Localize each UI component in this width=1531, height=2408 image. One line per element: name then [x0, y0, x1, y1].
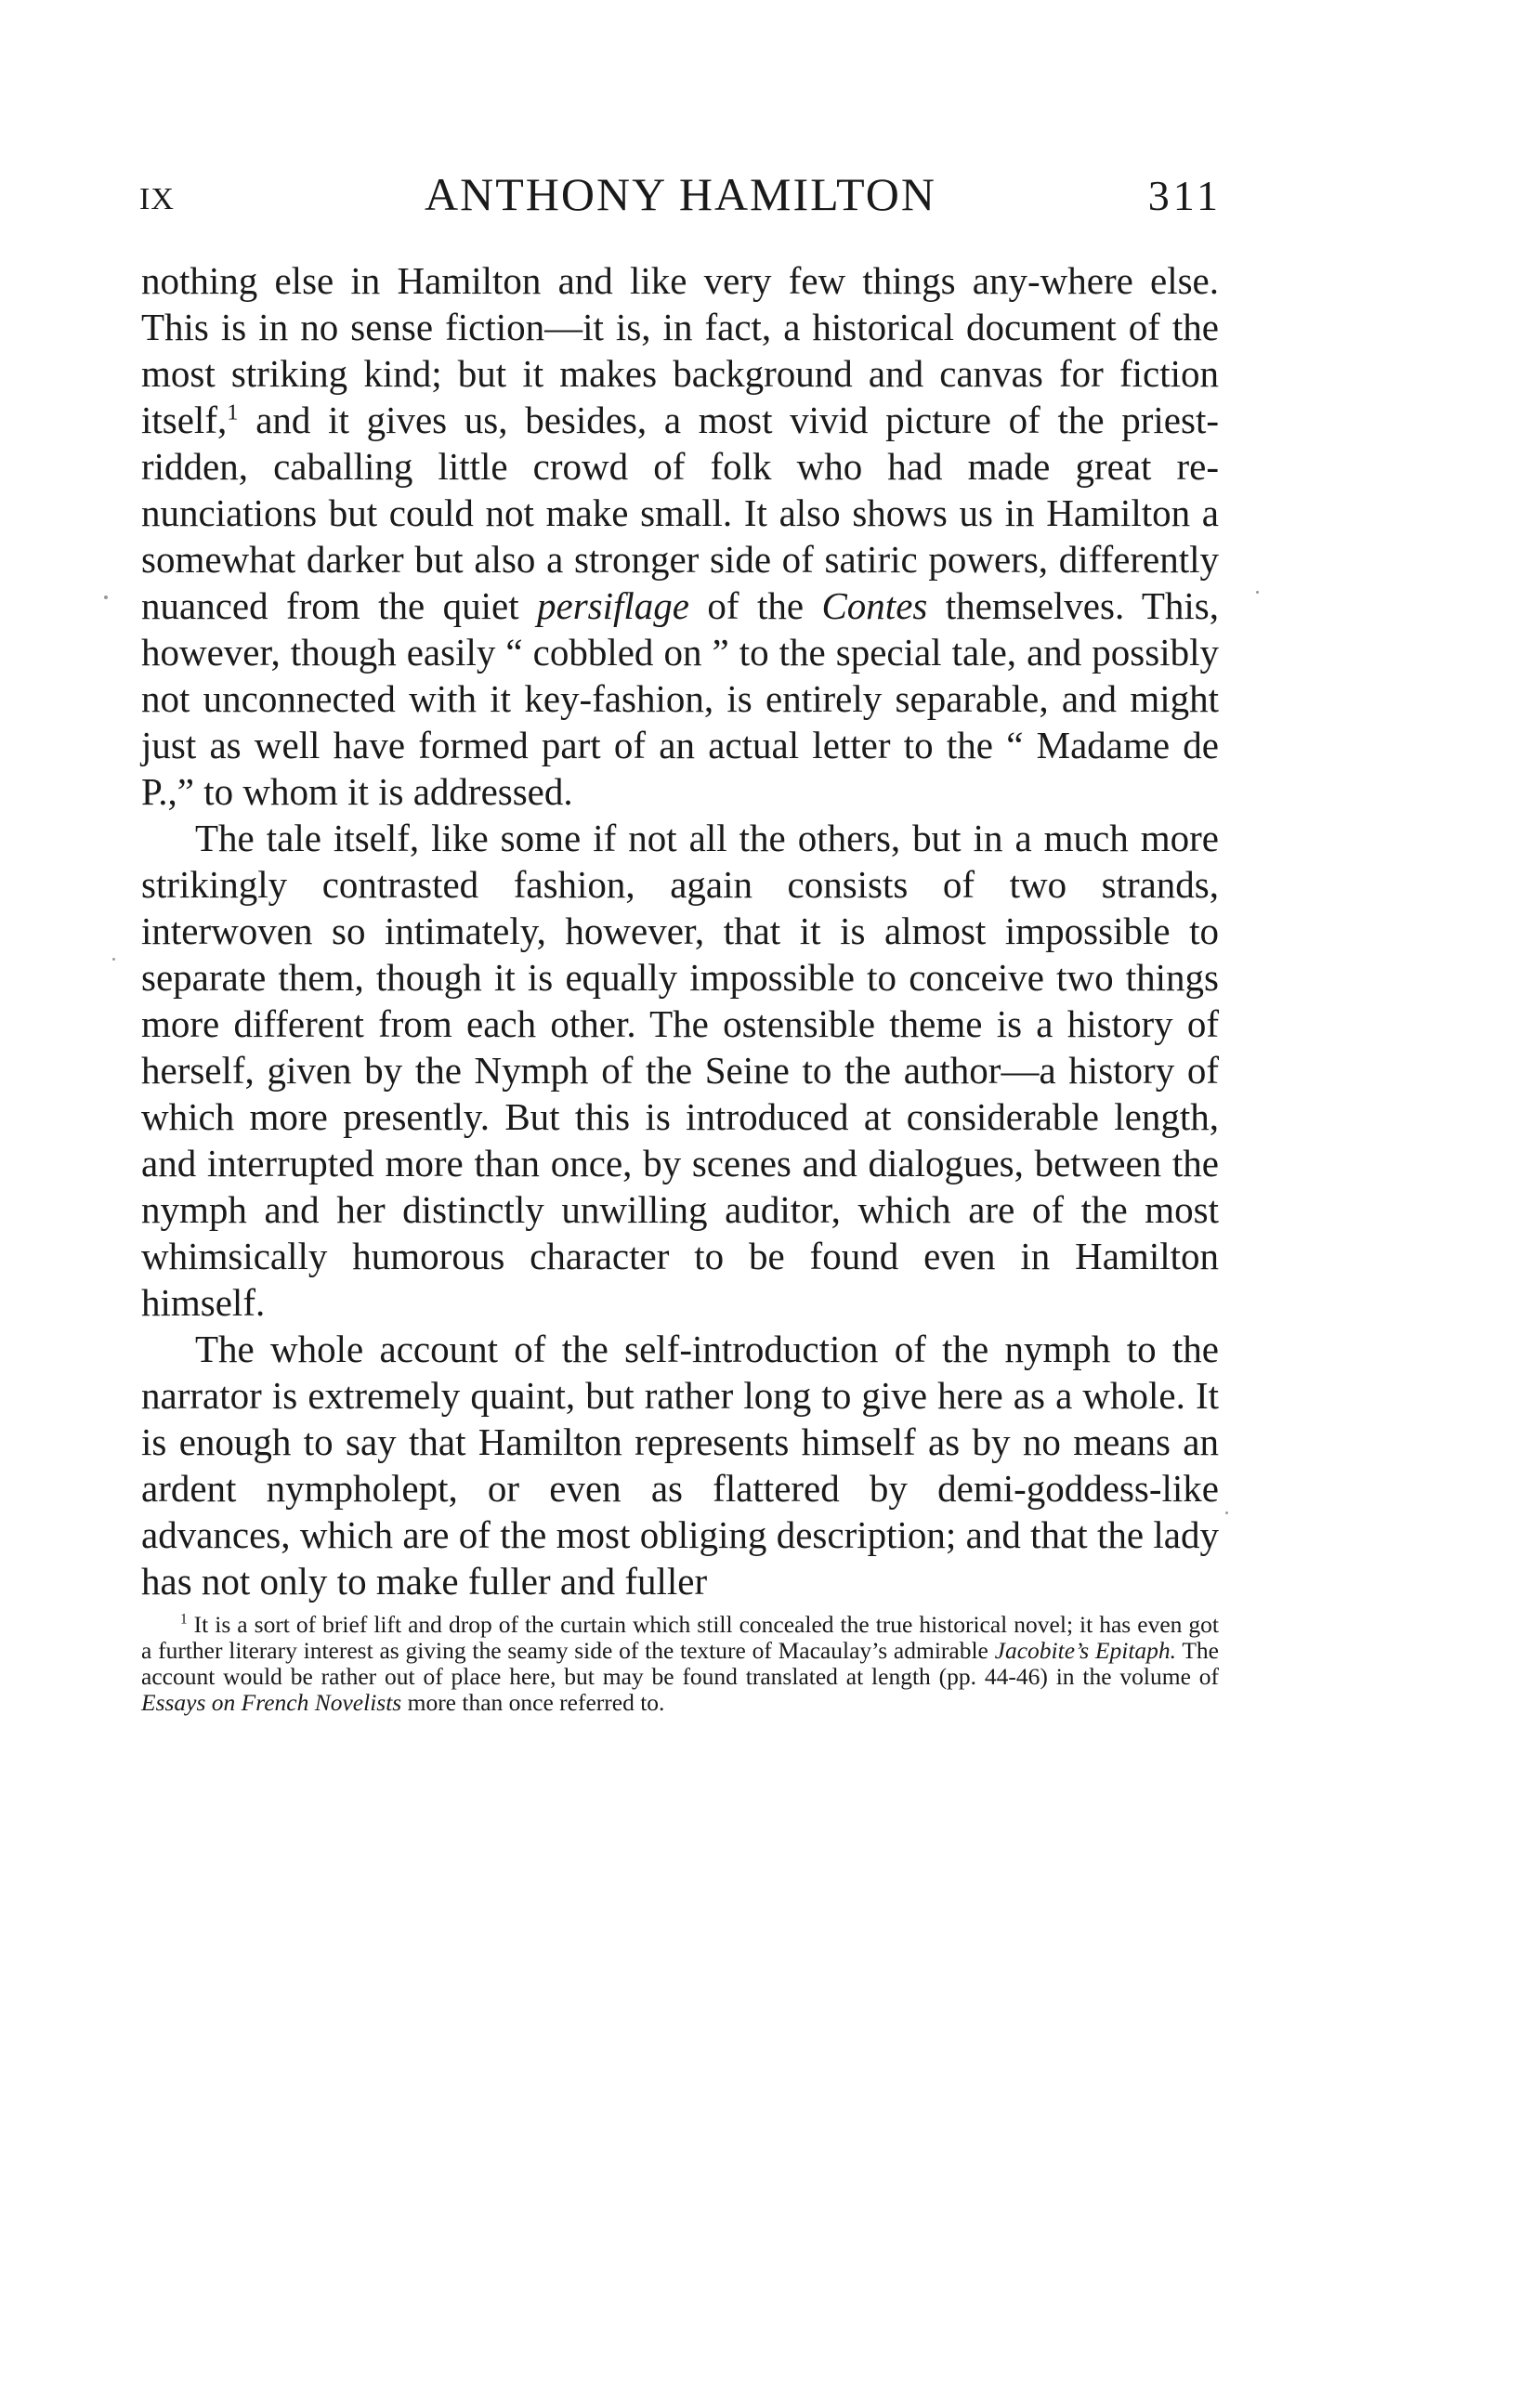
margin-speck — [1256, 591, 1259, 594]
margin-speck — [104, 595, 108, 599]
running-title: ANTHONY HAMILTON — [425, 168, 936, 220]
footnote-marker: 1 — [180, 1611, 188, 1628]
footnote-text-a: It is a sort of brief lift and drop of the curtain which still concealed the true historical novel; it has even got a further literary interest as giving the seamy side of the texture of Macaulay’s admirable — [141, 1611, 1219, 1664]
margin-speck — [112, 958, 115, 961]
italic-contes: Contes — [821, 584, 928, 627]
paragraph-1-text-b: and it gives us, besides, a most vivid picture of the priest-ridden, caballing little crowd of folk who had made great re-nunciations but could not make small. It also shows us in Hamilton a somewhat darker but also a stronger side of satiric powers, differently nuanced from the quiet — [141, 399, 1219, 627]
footnote-reference: 1 — [227, 399, 239, 425]
footnote-text-c: more than once referred to. — [401, 1689, 665, 1716]
italic-persiflage: persiflage — [537, 584, 689, 627]
footnote-text-b: The account would be rather out of place here, but may be found translated at length (pp. 44-46) in the volume of — [141, 1637, 1220, 1690]
chapter-number: IX — [139, 182, 175, 216]
footnotes — [141, 1612, 1219, 1716]
paragraph-2: The tale itself, like some if not all the others, but in a much more strikingly contrasted fashion, again consists of two strands, interwoven so intimately, however, that it is almost impossible to separate them, though it is equally impossible to conceive two things more different from each other. The ostensible theme is a history of herself, given by the Nymph of the Seine to the author—a history of which more presently. But this is introduced at considerable length, and interrupted more than once, by scenes and dialogues, between the nymph and her distinctly unwilling auditor, which are of the most whimsically humorous character to be found even in Hamilton himself. — [141, 817, 1219, 1324]
paragraph-1-text-d: themselves. This, however, though easily “ cobbled on ” to the special tale, and possibly not unconnected with it key-fashion, is entirely separable, and might just as well have formed part of an actual letter to the “ Madame de P.,” to whom it is addressed. — [141, 584, 1219, 813]
running-header — [139, 167, 1222, 232]
page-number: 311 — [1147, 172, 1222, 219]
footnote-1 — [141, 1612, 1219, 1716]
paragraph-1 — [141, 257, 1219, 815]
italic-essays-title: Essays on French Novelists — [141, 1689, 402, 1716]
paragraph-1-text-a: nothing else in Hamilton and like very few things any-where else. This is in no sense fiction—it is, in fact, a historical document of the most striking kind; but it makes background and canvas for fiction itself, — [141, 259, 1219, 441]
paragraph-3: The whole account of the self-introduction of the nymph to the narrator is extremely quaint, but rather long to give here as a whole. It is enough to say that Hamilton represents himself as by no means an ardent nympholept, or even as flattered by demi-goddess-like advances, which are of the most obliging description; and that the lady has not only to make fuller and fuller — [141, 1328, 1219, 1603]
paragraph-1-text-c: of the — [688, 584, 822, 627]
italic-jacobites-epitaph: Jacobite’s Epitaph. — [994, 1637, 1177, 1664]
body-text — [141, 257, 1219, 1604]
margin-speck — [1225, 1512, 1228, 1514]
